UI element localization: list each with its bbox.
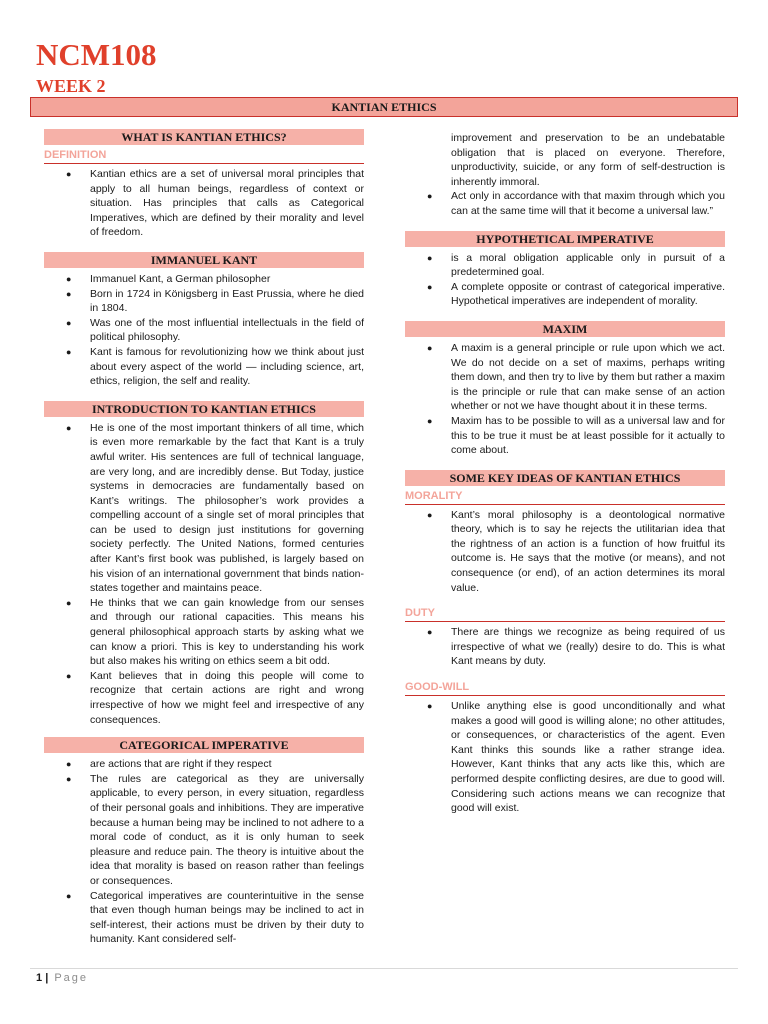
list-item: ● Maxim has to be possible to will as a universal law and for this to be true it must be at least possible for it actually to come about. [427,414,725,457]
bullet-icon: ● [66,597,72,608]
section-heading-categorical-imperative: CATEGORICAL IMPERATIVE [44,737,364,753]
bullet-icon: ● [427,627,433,638]
duty-list [405,625,725,669]
course-title: NCM108 [36,37,157,72]
list-item: ● Kant is famous for revolutionizing how we think about just about every aspect of the world — including science, art, ethics, religion, the self and reality. [66,345,364,388]
subheading-morality: MORALITY [405,490,725,505]
page-separator: | [45,972,49,984]
list-item: ● are actions that are right if they respect [66,758,272,771]
list-item: ● Was one of the most influential intellectuals in the field of political philosophy. [66,316,364,344]
introduction-list [44,421,364,727]
bullet-icon: ● [427,342,433,353]
subheading-duty: DUTY [405,607,725,622]
bullet-icon: ● [66,773,72,784]
page-label: Page [54,972,89,984]
bullet-icon: ● [66,759,72,770]
continued-paragraph: improvement and preservation to be an undebatable obligation that is placed on everyone. Therefore, unproductivity, suicide, or any form of self-destruction is inherently immoral. [451,132,725,188]
section-heading-key-ideas: SOME KEY IDEAS OF KANTIAN ETHICS [405,470,725,486]
right-column [405,131,725,816]
maxim-list [405,341,725,458]
bullet-icon: ● [66,422,72,433]
section-heading-what-is: WHAT IS KANTIAN ETHICS? [44,129,364,145]
list-item: ● Kant believes that in doing this people will come to recognize that certain actions are right and wrong irrespective of how we might feel and irrespective of any consequences. [66,669,364,726]
subheading-definition: DEFINITION [44,149,364,164]
good-will-list [405,699,725,816]
bullet-icon: ● [66,273,72,284]
bullet-icon: ● [66,890,72,901]
list-item: ● A maxim is a general principle or rule upon which we act. We do not decide on a set of maxims, perhaps writing them down, and then try to live by them but rather a maxim is the principle or rule that can make sense of an action whether or not we have thought about it in these terms. [427,341,725,413]
list-item: ● He is one of the most important thinkers of all time, which is even more remarkable by the fact that Kant is a truly awful writer. His sentences are full of technical language, are very long, and are incredibly dense. But Today, justice systems in democracies are fundamentally based on Kant’s writings. The philosopher’s work provides a compelling account of a single set of moral principles that can be used to design just institutions for governing society perfectly. The United Nations, formed centuries after Kant’s first book was published, is largely based on his vision of an international government that binds nation-states together and maintains peace. [66,421,364,595]
section-heading-maxim: MAXIM [405,321,725,337]
morality-list [405,508,725,596]
bullet-icon: ● [66,317,72,328]
hypothetical-list [405,251,725,309]
list-item: ● Unlike anything else is good unconditionally and what makes a good will good is willing alone; no other attitudes, or consequences, or characteristics of the agent. Even Kant thinks this sounds like a rather strange idea. However, Kant thinks that any acts like this, which are performed despite conflicting desires, are due to good will. Considering such actions means we can recognize that good will exist. [427,700,725,815]
bullet-icon: ● [66,346,72,357]
week-label: WEEK 2 [36,76,106,96]
document-banner: KANTIAN ETHICS [30,97,738,117]
bullet-icon: ● [66,288,72,299]
section-heading-introduction: INTRODUCTION TO KANTIAN ETHICS [44,401,364,417]
subheading-good-will: GOOD-WILL [405,681,725,696]
bullet-icon: ● [427,509,433,520]
bullet-icon: ● [66,670,72,681]
page-footer [36,971,88,985]
left-column [44,129,364,947]
list-item: ● He thinks that we can gain knowledge from our senses and through our rational capacities. This means his general philosophical approach starts by asking what we can know a priori. This is key to understanding his work but also makes his writing on ethics seem a bit odd. [66,596,364,668]
page-number: 1 [36,972,43,984]
list-item: ● Born in 1724 in Königsberg in East Prussia, where he died in 1804. [66,287,364,315]
definition-list [44,167,364,240]
section-heading-hypothetical-imperative: HYPOTHETICAL IMPERATIVE [405,231,725,247]
list-item: ● A complete opposite or contrast of categorical imperative. Hypothetical imperatives are independent of morality. [427,280,725,308]
list-item: ● There are things we recognize as being required of us irrespective of what we (really) desire to do. This is what Kant means by duty. [427,626,725,668]
list-item: ● The rules are categorical as they are universally applicable, to every person, in every situation, regardless of their personal goals and inhibitions. They are imperative because a human being may be inclined to not adhere to a moral code of conduct, as it is only human to seek pleasure and reduce pain. The theory is intuitive about the idea that morality is based on reason rather than feelings or consequences. [66,772,364,887]
continued-list [405,189,725,218]
bullet-icon: ● [66,169,72,179]
bullet-icon: ● [427,281,433,292]
footer-divider [30,968,738,969]
list-item: ● Kant’s moral philosophy is a deontological normative theory, which is to say he rejects the utilitarian idea that the rightness of an action is a function of how fruitful its outcome is. He says that the motive (or means), and not consequence (or end), of an action determines its moral value. [427,508,725,594]
bullet-icon: ● [427,701,433,712]
list-item: ● Kantian ethics are a set of universal moral principles that apply to all human beings, regardless of context or situation. Has principles that calls as Categorical Imperatives, which are defined by their morality and level of freedom. [66,168,364,239]
bullet-icon: ● [427,252,433,263]
list-item: ● Categorical imperatives are counterintuitive in the sense that even though human beings may be inclined to act in self-interest, their actions must be driven by their duty to humanity. Kant considered self- [66,889,364,946]
bullet-icon: ● [427,415,433,426]
kant-list [44,272,364,389]
section-heading-immanuel-kant: IMMANUEL KANT [44,252,364,268]
categorical-list [44,757,364,947]
list-item: ● Act only in accordance with that maxim through which you can at the same time will that it become a universal law.” [427,190,725,217]
list-item: ● Immanuel Kant, a German philosopher [66,272,271,285]
bullet-icon: ● [427,191,433,202]
list-item: ● is a moral obligation applicable only in pursuit of a predetermined goal. [427,251,725,279]
